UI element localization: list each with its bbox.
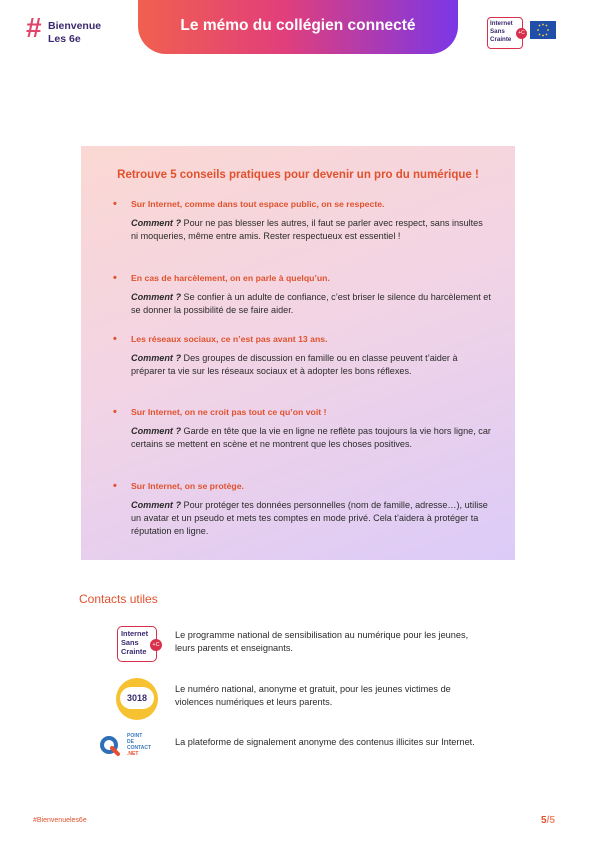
isc-logo-badge: +C <box>516 28 527 39</box>
header-banner <box>138 0 458 54</box>
tip-text: Des groupes de discussion en famille ou en classe peuvent t’aider à préparer ta vie sur les réseaux sociaux et à adopter les bons réflexes. <box>131 353 458 376</box>
pdc-line2: DE <box>127 739 134 745</box>
internet-sans-crainte-logo <box>487 17 523 49</box>
isc-logo-line3: Crainte <box>121 647 147 656</box>
tip-body <box>112 217 492 243</box>
tip-item <box>112 333 492 378</box>
tip-item <box>112 406 492 451</box>
comment-label: Comment ? <box>131 292 182 302</box>
tip-item <box>112 272 492 317</box>
comment-label: Comment ? <box>131 426 182 436</box>
isc-logo-line2: Sans <box>121 638 139 647</box>
footer-hashtag: #Bienvenueles6e <box>33 817 87 824</box>
eu-flag-icon <box>530 21 556 39</box>
page-total: /5 <box>546 815 555 826</box>
tip-text: Pour ne pas blesser les autres, il faut se parler avec respect, sans insultes ni moqueries, même entre amis. Rester respectueux est essentiel ! <box>131 218 483 241</box>
isc-logo-line3: Crainte <box>490 36 512 43</box>
tip-body <box>112 425 492 451</box>
tip-body <box>112 291 492 317</box>
isc-logo-badge: +C <box>150 639 162 651</box>
advice-panel <box>81 146 515 560</box>
advice-title: Retrouve 5 conseils pratiques pour devenir un pro du numérique ! <box>117 169 479 181</box>
contact-description: La plateforme de signalement anonyme des contenus illicites sur Internet. <box>175 737 475 747</box>
contact-item <box>112 731 492 775</box>
pdc-line4: .NET <box>127 751 139 757</box>
page-current: 5 <box>541 815 547 826</box>
tip-item <box>112 198 492 243</box>
logo-line1: Bienvenue <box>48 20 102 32</box>
tip-heading: • En cas de harcèlement, on en parle à quelqu’un. <box>112 272 492 284</box>
contacts-title: Contacts utiles <box>79 592 158 606</box>
isc-logo-line1: Internet <box>121 629 149 638</box>
eu-flag-logo <box>530 17 570 47</box>
page-title: Le mémo du collégien connecté <box>180 17 416 34</box>
pdc-logo-text <box>127 733 151 757</box>
contact-item <box>112 678 492 722</box>
bienvenue-logo <box>26 12 126 49</box>
tip-text: Garde en tête que la vie en ligne ne reflète pas toujours la vie hors ligne, car certains se mettent en scène et ne montrent que les choses positives. <box>131 426 491 449</box>
tip-heading: • Sur Internet, comme dans tout espace public, on se respecte. <box>112 198 492 210</box>
isc-logo-line2: Sans <box>490 28 505 35</box>
tip-text: Se confier à un adulte de confiance, c’est briser le silence du harcèlement et se donner la possibilité de se faire aider. <box>131 292 491 315</box>
point-de-contact-icon <box>112 731 162 775</box>
tip-heading: • Les réseaux sociaux, ce n’est pas avant 13 ans. <box>112 333 492 345</box>
contact-description: Le programme national de sensibilisation au numérique pour les jeunes, leurs parents et enseignants. <box>175 630 469 653</box>
isc-logo-line1: Internet <box>490 20 513 27</box>
tip-heading: • Sur Internet, on ne croit pas tout ce qu’on voit ! <box>112 406 492 418</box>
pdc-line3: CONTACT <box>127 745 152 751</box>
pdc-line1: POINT <box>127 733 143 739</box>
hashtag-icon: # <box>26 12 42 43</box>
3018-label: 3018 <box>120 687 154 709</box>
tip-text: Pour protéger tes données personnelles (nom de famille, adresse…), utilise un avatar et un pseudo et mets tes comptes en mode privé. Cela t’aidera à protéger ta réputation en ligne. <box>131 500 488 536</box>
pdc-q-icon <box>99 735 121 757</box>
contact-description: Le numéro national, anonyme et gratuit, pour les jeunes victimes de violences numériques et leurs parents. <box>175 684 451 707</box>
comment-label: Comment ? <box>131 353 182 363</box>
tip-body <box>112 352 492 378</box>
tip-body <box>112 499 492 538</box>
page-number <box>541 815 555 826</box>
contact-item <box>112 624 492 668</box>
3018-icon <box>112 678 162 722</box>
tip-heading: • Sur Internet, on se protège. <box>112 480 492 492</box>
tip-item <box>112 480 492 538</box>
internet-sans-crainte-icon <box>112 624 162 668</box>
comment-label: Comment ? <box>131 500 182 510</box>
logo-line2: Les 6e <box>48 33 81 45</box>
comment-label: Comment ? <box>131 218 182 228</box>
